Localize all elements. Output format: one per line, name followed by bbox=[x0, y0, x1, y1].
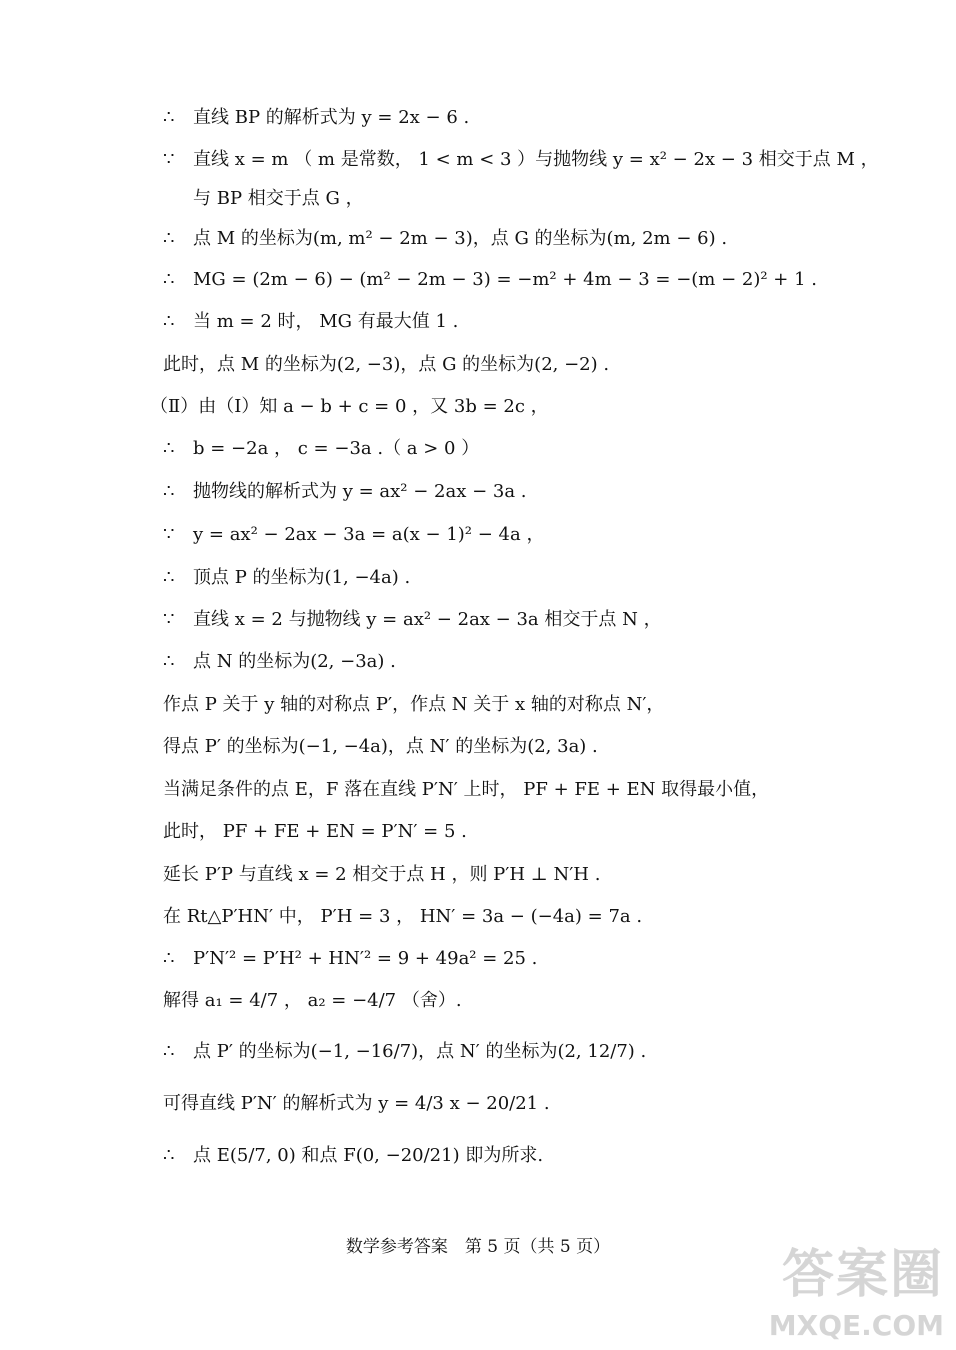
solution-line-4 bbox=[163, 221, 727, 257]
solution-line-1 bbox=[163, 100, 469, 136]
line-text: 点 P′ 的坐标为(−1, −16/7)，点 N′ 的坐标为(2, 12/7) . bbox=[193, 1041, 647, 1062]
line-text: 得点 P′ 的坐标为(−1, −4a)，点 N′ 的坐标为(2, 3a) . bbox=[163, 736, 598, 757]
solution-line-3 bbox=[163, 181, 364, 217]
solution-line-14 bbox=[163, 644, 396, 680]
therefore-symbol: ∴ bbox=[163, 269, 175, 290]
therefore-symbol: ∴ bbox=[163, 651, 175, 672]
solution-line-13 bbox=[163, 602, 662, 638]
therefore-symbol: ∴ bbox=[163, 567, 175, 588]
solution-line-9 bbox=[163, 431, 479, 467]
solution-line-11 bbox=[163, 517, 544, 553]
therefore-symbol: ∴ bbox=[163, 948, 175, 969]
solution-line-12 bbox=[163, 560, 410, 596]
therefore-symbol: ∴ bbox=[163, 311, 175, 332]
line-text: 当满足条件的点 E，F 落在直线 P′N′ 上时， PF + FE + EN 取得最小值， bbox=[163, 779, 770, 800]
because-symbol: ∵ bbox=[163, 149, 175, 170]
line-text: （Ⅱ）由（Ⅰ）知 a − b + c = 0 ，又 3b = 2c ， bbox=[150, 396, 549, 417]
solution-line-23 bbox=[163, 1034, 646, 1070]
solution-line-21 bbox=[163, 941, 537, 977]
line-text: 当 m = 2 时， MG 有最大值 1 . bbox=[193, 311, 459, 332]
watermark-logo bbox=[764, 1232, 944, 1342]
line-text: 顶点 P 的坐标为(1, −4a) . bbox=[193, 567, 411, 588]
solution-line-20 bbox=[163, 899, 642, 935]
therefore-symbol: ∴ bbox=[163, 1145, 175, 1166]
therefore-symbol: ∴ bbox=[163, 438, 175, 459]
solution-line-16 bbox=[163, 729, 598, 765]
line-text: 此时， PF + FE + EN = P′N′ = 5 . bbox=[163, 821, 467, 842]
watermark-url: MXQE.COM bbox=[768, 1309, 944, 1342]
because-symbol: ∵ bbox=[163, 609, 175, 630]
line-text: y = ax² − 2ax − 3a = a(x − 1)² − 4a ， bbox=[193, 524, 545, 545]
solution-line-10 bbox=[163, 474, 527, 510]
line-text: 点 M 的坐标为(m, m² − 2m − 3)，点 G 的坐标为(m, 2m − 6) . bbox=[193, 228, 728, 249]
line-text: 在 Rt△P′HN′ 中， P′H = 3 ， HN′ = 3a − (−4a) = 7a . bbox=[163, 906, 643, 927]
therefore-symbol: ∴ bbox=[163, 228, 175, 249]
solution-line-5 bbox=[163, 262, 817, 298]
line-text: 解得 a₁ = 4/7 ， a₂ = −4/7 （舍）. bbox=[163, 990, 462, 1011]
part-two-heading bbox=[150, 389, 549, 425]
line-text: 可得直线 P′N′ 的解析式为 y = 4/3 x − 20/21 . bbox=[163, 1093, 550, 1114]
page-footer: 数学参考答案 第 5 页（共 5 页） bbox=[345, 1237, 611, 1257]
line-text: MG = (2m − 6) − (m² − 2m − 3) = −m² + 4m − 3 = −(m − 2)² + 1 . bbox=[193, 269, 818, 290]
line-text: 作点 P 关于 y 轴的对称点 P′，作点 N 关于 x 轴的对称点 N′， bbox=[163, 694, 665, 715]
line-text: 与 BP 相交于点 G ， bbox=[193, 188, 364, 209]
line-text: 抛物线的解析式为 y = ax² − 2ax − 3a . bbox=[193, 481, 527, 502]
solution-line-18 bbox=[163, 814, 467, 850]
line-text: 延长 P′P 与直线 x = 2 相交于点 H ，则 P′H ⊥ N′H . bbox=[163, 864, 601, 885]
solution-line-2 bbox=[163, 142, 879, 178]
solution-line-15 bbox=[163, 687, 664, 723]
because-symbol: ∵ bbox=[163, 524, 175, 545]
solution-line-22 bbox=[163, 983, 462, 1019]
line-text: 此时，点 M 的坐标为(2, −3)，点 G 的坐标为(2, −2) . bbox=[163, 354, 610, 375]
solution-line-25 bbox=[163, 1138, 543, 1174]
solution-line-6 bbox=[163, 304, 458, 340]
therefore-symbol: ∴ bbox=[163, 481, 175, 502]
line-text: 点 E(5/7, 0) 和点 F(0, −20/21) 即为所求. bbox=[193, 1145, 544, 1166]
line-text: 点 N 的坐标为(2, −3a) . bbox=[193, 651, 396, 672]
line-text: P′N′² = P′H² + HN′² = 9 + 49a² = 25 . bbox=[193, 948, 538, 969]
solution-line-19 bbox=[163, 857, 600, 893]
solution-line-7 bbox=[163, 347, 609, 383]
line-text: 直线 BP 的解析式为 y = 2x − 6 . bbox=[193, 107, 470, 128]
line-text: 直线 x = m （ m 是常数， 1 < m < 3 ）与抛物线 y = x² − 2x − 3 相交于点 M ， bbox=[193, 149, 879, 170]
therefore-symbol: ∴ bbox=[163, 107, 175, 128]
line-text: b = −2a ， c = −3a .（ a > 0 ） bbox=[193, 438, 480, 459]
solution-line-17 bbox=[163, 772, 769, 808]
solution-line-24 bbox=[163, 1086, 550, 1122]
watermark-text: 答案圈 bbox=[781, 1245, 944, 1305]
therefore-symbol: ∴ bbox=[163, 1041, 175, 1062]
line-text: 直线 x = 2 与抛物线 y = ax² − 2ax − 3a 相交于点 N ， bbox=[193, 609, 662, 630]
